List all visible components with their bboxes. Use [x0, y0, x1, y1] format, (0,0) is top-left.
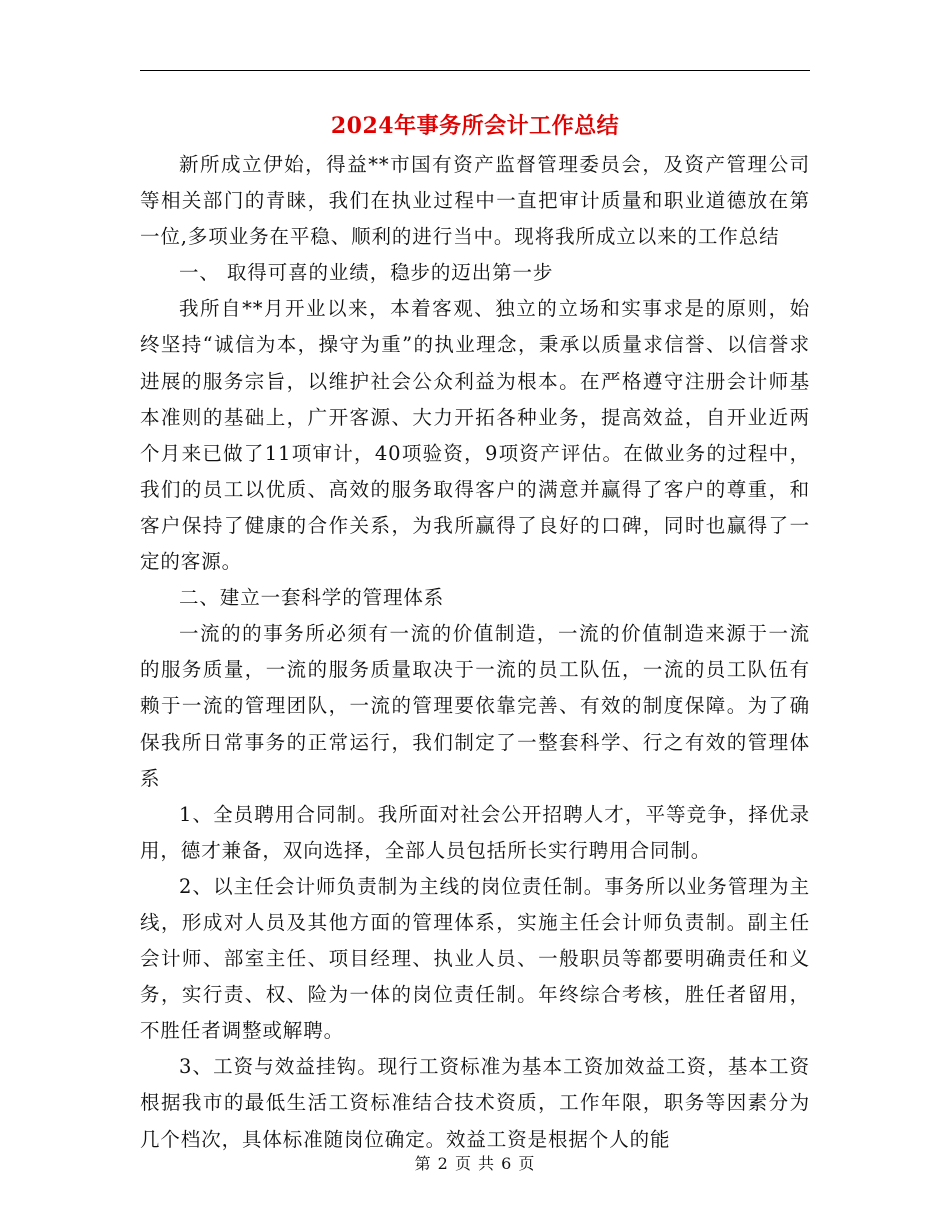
section-heading-1: 一、 取得可喜的业绩，稳步的迈出第一步 [179, 261, 554, 285]
document-body [140, 147, 810, 1158]
paragraph-achievements: 我所自**月开业以来，本着客观、独立的立场和实事求是的原则，始终坚持“诚信为本，操守为重”的执业理念，秉承以质量求信誉、以信誉求进展的服务宗旨，以维护社会公众利益为根本。在严格遵守注册会计师基本准则的基础上，广开客源、大力开拓各种业务，提高效益，自开业近两个月来已做了11项审计，40项验资，9项资产评估。在做业务的过程中，我们的员工以优质、高效的服务取得客户的满意并赢得了客户的尊重，和客户保持了健康的合作关系，为我所赢得了良好的口碑，同时也赢得了一定的客源。 [140, 297, 810, 574]
paragraph-item-3: 3、工资与效益挂钩。现行工资标准为基本工资加效益工资，基本工资根据我市的最低生活工资标准结合技术资质，工作年限，职务等因素分为几个档次，具体标准随岗位确定。效益工资是根据个人的能 [140, 1055, 810, 1151]
section-heading-2: 二、建立一套科学的管理体系 [179, 586, 445, 610]
header-rule [140, 70, 810, 71]
paragraph-management: 一流的的事务所必须有一流的价值制造，一流的价值制造来源于一流的服务质量，一流的服务质量取决于一流的员工队伍，一流的员工队伍有赖于一流的管理团队，一流的管理要依靠完善、有效的制度保障。为了确保我所日常事务的正常运行，我们制定了一整套科学、行之有效的管理体系 [140, 622, 810, 790]
paragraph-item-1: 1、全员聘用合同制。我所面对社会公开招聘人才，平等竞争，择优录用，德才兼备，双向选择，全部人员包括所长实行聘用合同制。 [140, 802, 810, 862]
paragraph-item-2: 2、以主任会计师负责制为主线的岗位责任制。事务所以业务管理为主线，形成对人员及其他方面的管理体系，实施主任会计师负责制。副主任会计师、部室主任、项目经理、执业人员、一般职员等都要明确责任和义务，实行责、权、险为一体的岗位责任制。年终综合考核，胜任者留用，不胜任者调整或解聘。 [140, 874, 810, 1043]
document-title: 2024年事务所会计工作总结 [330, 113, 620, 139]
page-number: 第 2 页 共 6 页 [414, 1154, 536, 1173]
paragraph-intro: 新所成立伊始，得益**市国有资产监督管理委员会，及资产管理公司等相关部门的青睐，我们在执业过程中一直把审计质量和职业道德放在第一位,多项业务在平稳、顺利的进行当中。现将我所成立以来的工作总结 [140, 153, 810, 249]
